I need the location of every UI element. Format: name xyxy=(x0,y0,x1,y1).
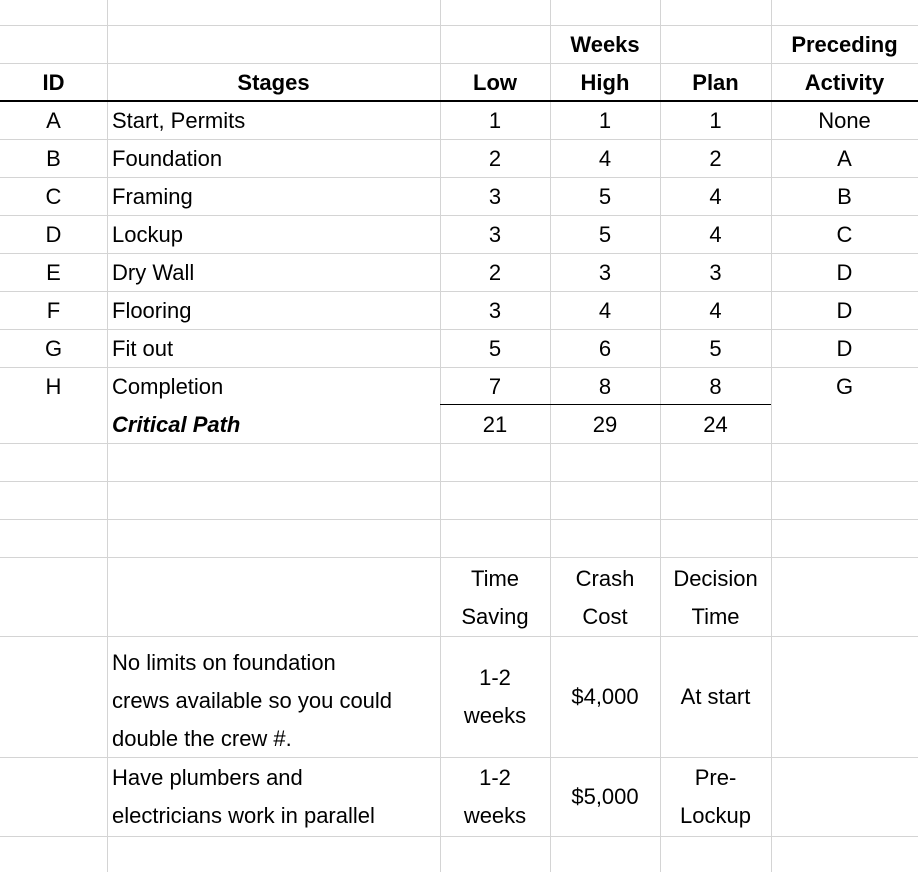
cell-plan: 3 xyxy=(709,260,722,285)
description-line: crews available so you could xyxy=(112,688,393,713)
preceding-header-line2: Activity xyxy=(804,70,885,95)
header-text: Cost xyxy=(582,604,628,629)
cell-plan: 1 xyxy=(709,108,722,133)
crash-option-cost xyxy=(550,678,660,716)
cell-plan: 4 xyxy=(709,298,722,323)
cell-low: 3 xyxy=(488,184,502,209)
cell-stage: Lockup xyxy=(112,222,183,247)
crash-option-decision xyxy=(660,759,771,835)
cell-high: 6 xyxy=(598,336,612,361)
cell-preceding: D xyxy=(836,260,853,285)
cell-low: 2 xyxy=(488,146,502,171)
cell-stage: Flooring xyxy=(112,298,192,323)
description-line: double the crew #. xyxy=(112,726,292,751)
cell-plan: 4 xyxy=(709,222,722,247)
cell-preceding: A xyxy=(837,146,852,171)
crash-option-time-saving xyxy=(440,659,550,735)
crash-cost-header xyxy=(550,560,660,636)
id-column-header: ID xyxy=(42,70,65,95)
cell-low: 7 xyxy=(488,374,502,399)
cell-id: C xyxy=(45,184,62,209)
cell-preceding: B xyxy=(837,184,852,209)
cell-low: 5 xyxy=(488,336,502,361)
cell-high: 3 xyxy=(598,260,612,285)
cell-id: D xyxy=(45,222,62,247)
cell-stage: Start, Permits xyxy=(112,108,246,133)
saving-line: 1-2 xyxy=(479,765,511,790)
critical-path-plan: 24 xyxy=(703,412,728,437)
plan-column-header: Plan xyxy=(692,70,739,95)
cost-value: $5,000 xyxy=(571,784,639,809)
time-saving-header xyxy=(440,560,550,636)
saving-line: 1-2 xyxy=(479,665,511,690)
decision-time-header xyxy=(660,560,771,636)
saving-line: weeks xyxy=(463,803,527,828)
description-line: electricians work in parallel xyxy=(112,803,375,828)
cell-preceding: D xyxy=(836,336,853,361)
cell-low: 3 xyxy=(488,298,502,323)
decision-line: At start xyxy=(680,684,751,709)
cell-high: 4 xyxy=(598,298,612,323)
crash-option-description xyxy=(112,759,440,835)
crash-option-cost xyxy=(550,778,660,816)
cell-preceding: D xyxy=(836,298,853,323)
cell-stage: Foundation xyxy=(112,146,223,171)
cell-low: 2 xyxy=(488,260,502,285)
cell-id: E xyxy=(46,260,61,285)
preceding-header-line1: Preceding xyxy=(791,32,898,57)
cell-id: F xyxy=(46,298,61,323)
cell-plan: 5 xyxy=(709,336,722,361)
header-text: Saving xyxy=(461,604,529,629)
row-divider xyxy=(0,481,918,482)
description-line: Have plumbers and xyxy=(112,765,303,790)
high-column-header: High xyxy=(580,70,630,95)
row-divider xyxy=(0,636,918,637)
header-text: Time xyxy=(470,566,520,591)
weeks-group-header: Weeks xyxy=(570,32,640,57)
cell-stage: Completion xyxy=(112,374,224,399)
cell-high: 5 xyxy=(598,184,612,209)
cell-preceding: G xyxy=(835,374,854,399)
cell-plan: 2 xyxy=(709,146,722,171)
cell-high: 1 xyxy=(598,108,612,133)
header-text: Time xyxy=(691,604,740,629)
cell-stage: Fit out xyxy=(112,336,174,361)
cell-id: H xyxy=(45,374,62,399)
cell-high: 5 xyxy=(598,222,612,247)
decision-line: Pre- xyxy=(694,765,737,790)
row-divider xyxy=(0,519,918,520)
critical-path-high: 29 xyxy=(592,412,618,437)
critical-path-low: 21 xyxy=(482,412,508,437)
crash-option-decision xyxy=(660,678,771,716)
cell-stage: Framing xyxy=(112,184,193,209)
cell-id: B xyxy=(46,146,61,171)
critical-path-label: Critical Path xyxy=(112,412,241,437)
crash-option-description xyxy=(112,644,440,758)
cell-preceding: C xyxy=(836,222,853,247)
cell-plan: 8 xyxy=(709,374,722,399)
cell-id: G xyxy=(44,336,63,361)
header-text: Decision xyxy=(673,566,758,591)
saving-line: weeks xyxy=(463,703,527,728)
cell-stage: Dry Wall xyxy=(112,260,195,285)
description-line: No limits on foundation xyxy=(112,650,336,675)
row-divider xyxy=(0,557,918,558)
cell-high: 4 xyxy=(598,146,612,171)
row-divider xyxy=(0,836,918,837)
cell-preceding: None xyxy=(818,108,871,133)
cell-low: 3 xyxy=(488,222,502,247)
header-text: Crash xyxy=(575,566,635,591)
stages-column-header: Stages xyxy=(237,70,310,95)
cell-plan: 4 xyxy=(709,184,722,209)
crash-option-time-saving xyxy=(440,759,550,835)
cost-value: $4,000 xyxy=(571,684,639,709)
cell-id: A xyxy=(46,108,61,133)
cell-high: 8 xyxy=(598,374,612,399)
decision-line: Lockup xyxy=(680,803,751,828)
low-column-header: Low xyxy=(473,70,517,95)
cell-low: 1 xyxy=(488,108,502,133)
